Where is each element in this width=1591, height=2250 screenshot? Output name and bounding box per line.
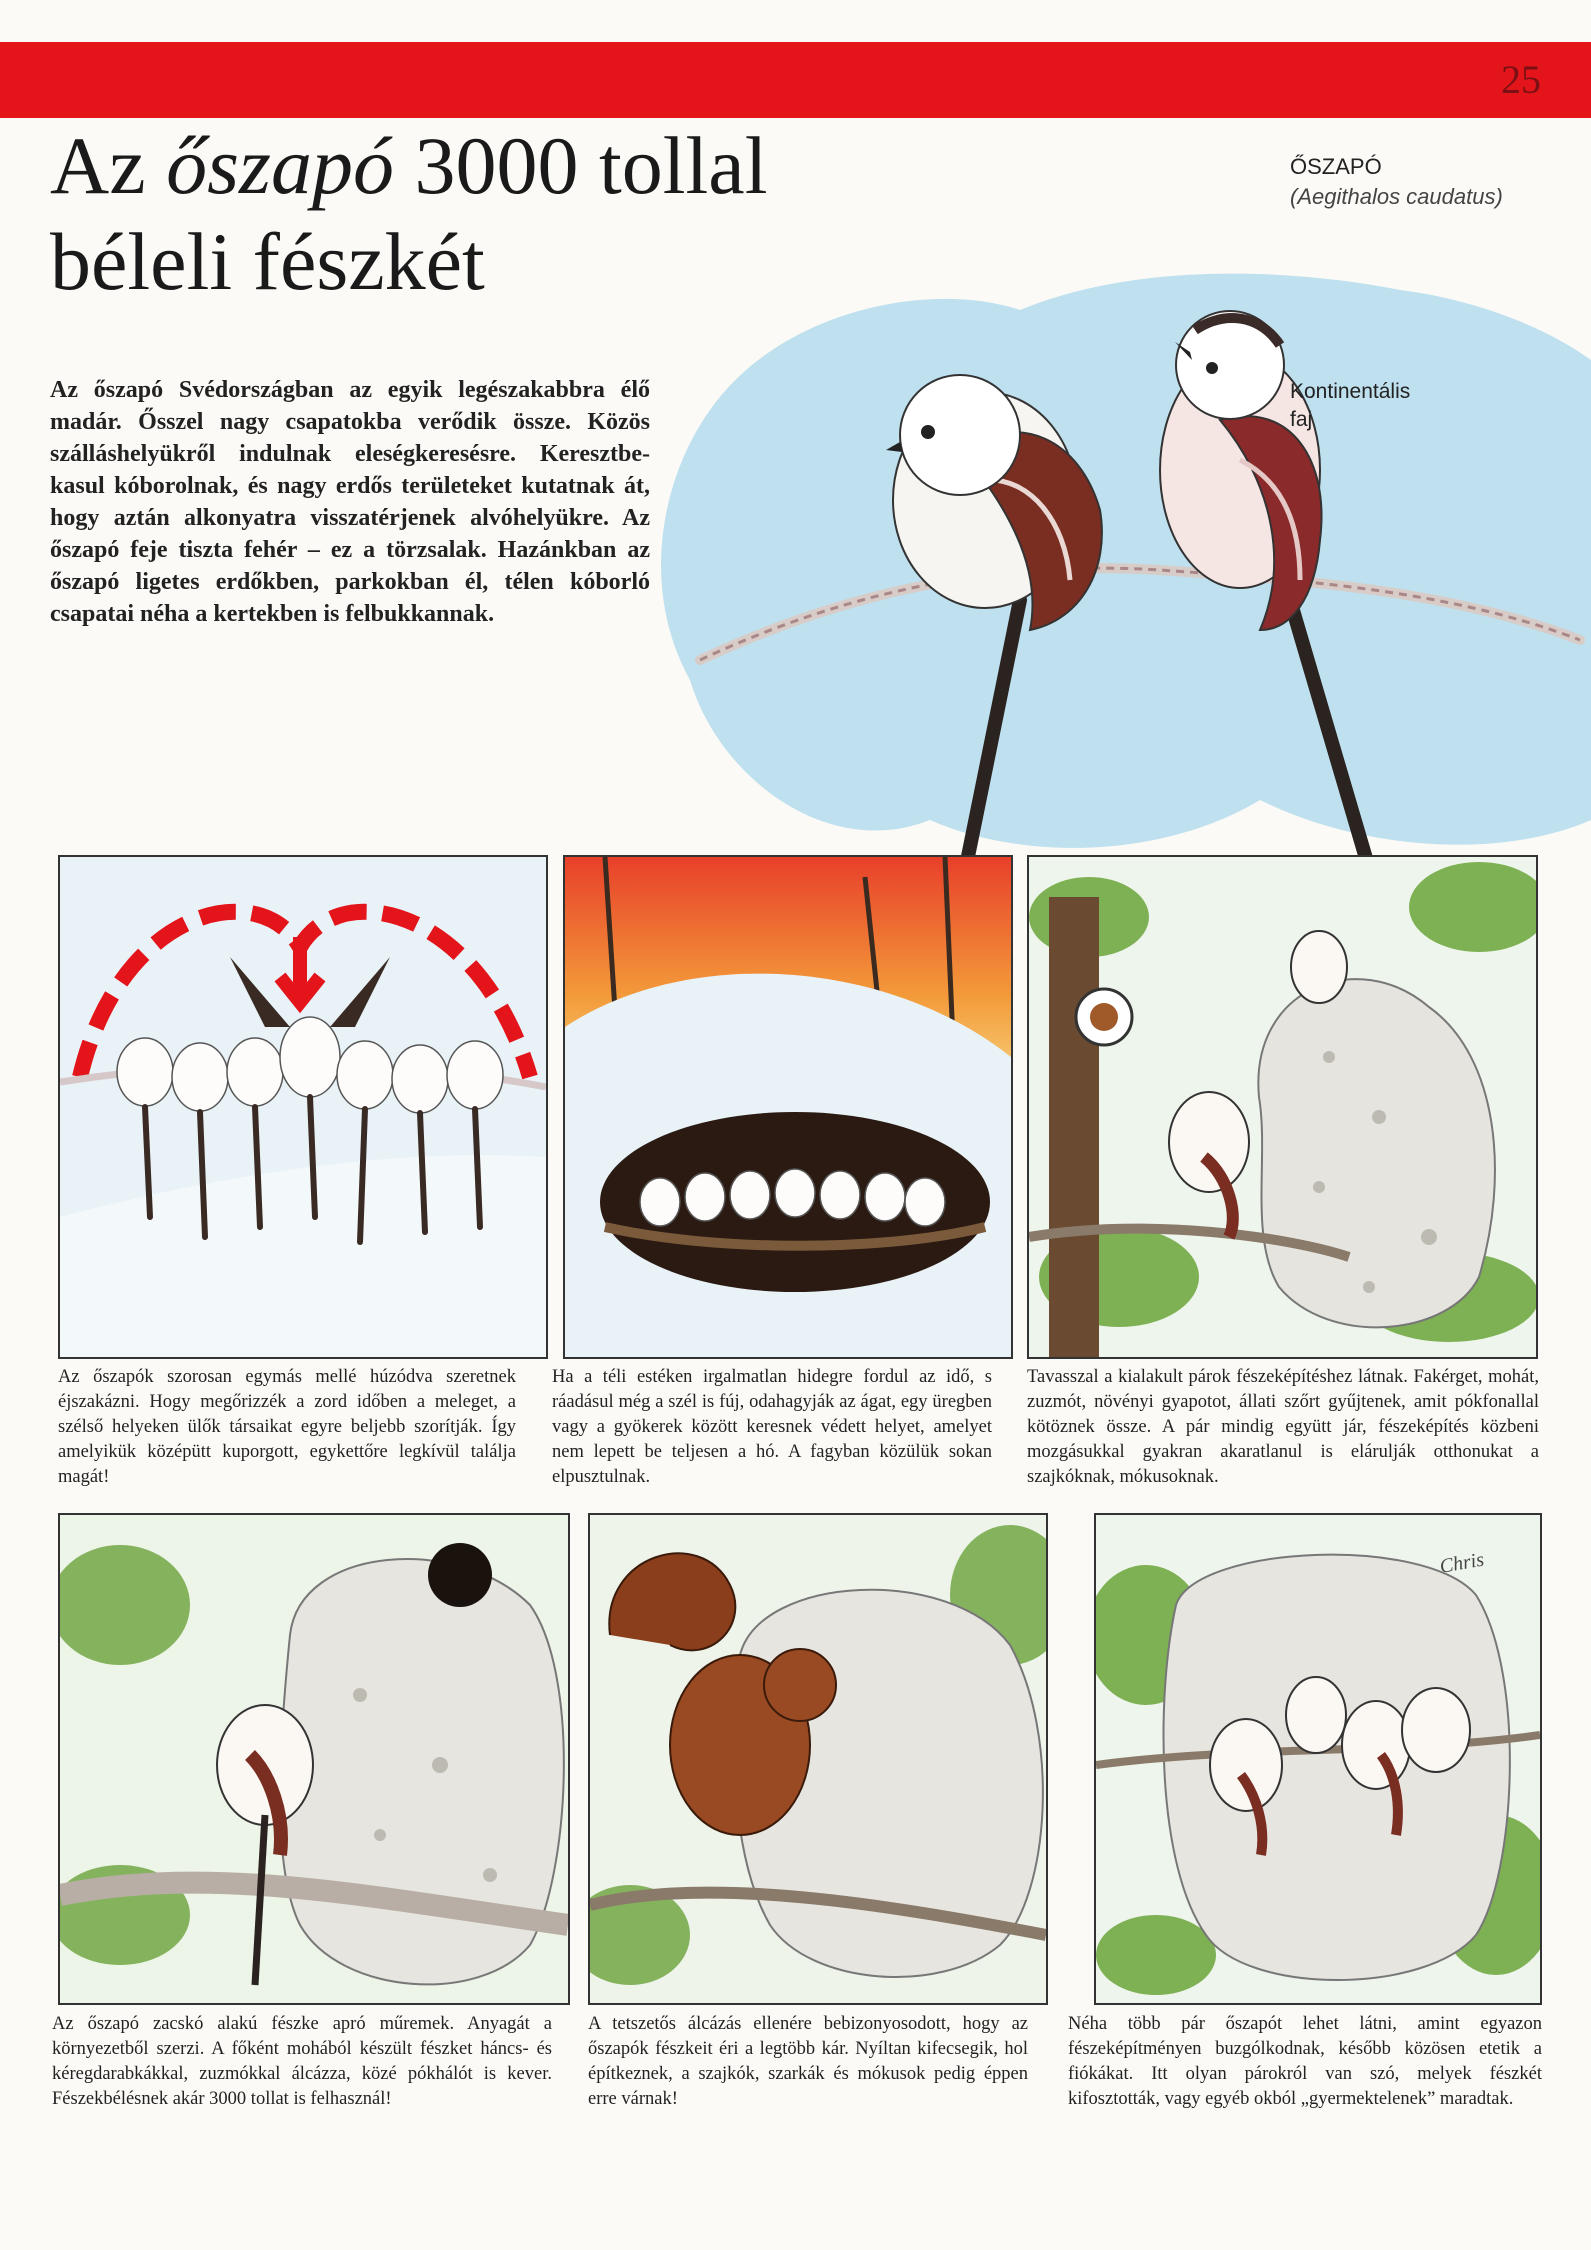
svg-text:Chris: Chris xyxy=(1438,1548,1486,1578)
species-latin-name: (Aegithalos caudatus) xyxy=(1290,184,1503,209)
hero-illustration xyxy=(600,160,1591,960)
panel-snow-cavity xyxy=(563,855,1013,1359)
page-number: 25 xyxy=(1501,57,1541,102)
panel-roosting-flock xyxy=(58,855,548,1359)
continental-label-line1: Kontinentális xyxy=(1290,380,1411,403)
panel-squirrel-raid xyxy=(588,1513,1048,2005)
species-name: ŐSZAPÓ xyxy=(1290,154,1382,179)
caption-nest-closeup: Az őszapó zacskó alakú fészke apró műremek. Anyagát a környezetből szerzi. A főként mohából készült fészket háncs- és kéregdarabkákkal, zuzmókkal álcázza, közé pókhálót is kever. Fészekbélésnek akár 3000 tollat is felhasznál! xyxy=(52,2014,552,2109)
caption-roosting: Az őszapók szorosan egymás mellé húzódva szeretnek éjszakázni. Hogy megőrizzék a zord időben a meleget, a szélső helyeken ülők társaikat egyre beljebb szorítják. Így amelyikük középütt kuporgott, egykettőre legkívül találja magát! xyxy=(58,1367,516,1487)
caption-squirrel-raid: A tetszetős álcázás ellenére bebizonyosodott, hogy az őszapók fészkeit éri a legtöbb kár. Nyíltan kifecsegik, hol építkeznek, a szajkók, szarkák és mókusok pedig éppen erre várnak! xyxy=(588,2014,1028,2109)
intro-paragraph: Az őszapó Svédországban az egyik legészakabbra élő madár. Ősszel nagy csapatokba verődik össze. Közös szálláshelyükről indulnak eleségkeresésre. Keresztbe-kasul kóborolnak, és nagy erdős területeket kutatnak át, hogy aztán alkonyatra visszatérjenek alvóhelyükre. Az őszapó feje tiszta fehér – ez a törzsalak. Hazánkban az őszapó ligetes erdőkben, parkokban él, télen kóborló csapatai néha a kertekben is felbukkannak. xyxy=(50,377,650,627)
species-block xyxy=(1290,152,1503,212)
sky-background xyxy=(661,274,1591,848)
caption-snow-cavity: Ha a téli estéken irgalmatlan hidegre fordul az idő, s ráadásul még a szél is fúj, odahagyják az ágat, egy üregben vagy a gyökerek között keresnek védett helyet, amelyet nem lepett be teljesen a hó. A fagyban közülük sokan elpusztulnak. xyxy=(552,1367,992,1487)
caption-nest-building: Tavasszal a kialakult párok fészeképítéshez látnak. Fakérget, mohát, zuzmót, növényi gyapotot, állati szőrt gyűjtenek, amit pókfonallal kötöznek össze. A pár mindig együtt jár, fészeképítés közbeni mozgásukkal gyakran akaratlanul is elárulják otthonukat a szajkóknak, mókusoknak. xyxy=(1027,1367,1539,1487)
title-part1: Az xyxy=(50,120,167,211)
panel-nest-closeup xyxy=(58,1513,570,2005)
continental-label xyxy=(1290,378,1410,434)
title-italic: őszapó xyxy=(166,120,394,211)
title-part2: 3000 tollal xyxy=(393,120,768,211)
caption-multiple-pairs: Néha több pár őszapót lehet látni, amint egyazon fészeképítményen buzgólkodnak, később közösen etetik a fiókákat. Itt olyan párokról van szó, melyek fészkét kifosztották, vagy egyéb okból „gyermektelenek” maradtak. xyxy=(1068,2014,1542,2109)
title-line2: béleli fészkét xyxy=(50,216,485,307)
panel-multiple-pairs xyxy=(1094,1513,1542,2005)
panel-nest-building xyxy=(1027,855,1538,1359)
header-red-bar xyxy=(0,42,1591,118)
continental-label-line2: faj xyxy=(1290,408,1313,431)
